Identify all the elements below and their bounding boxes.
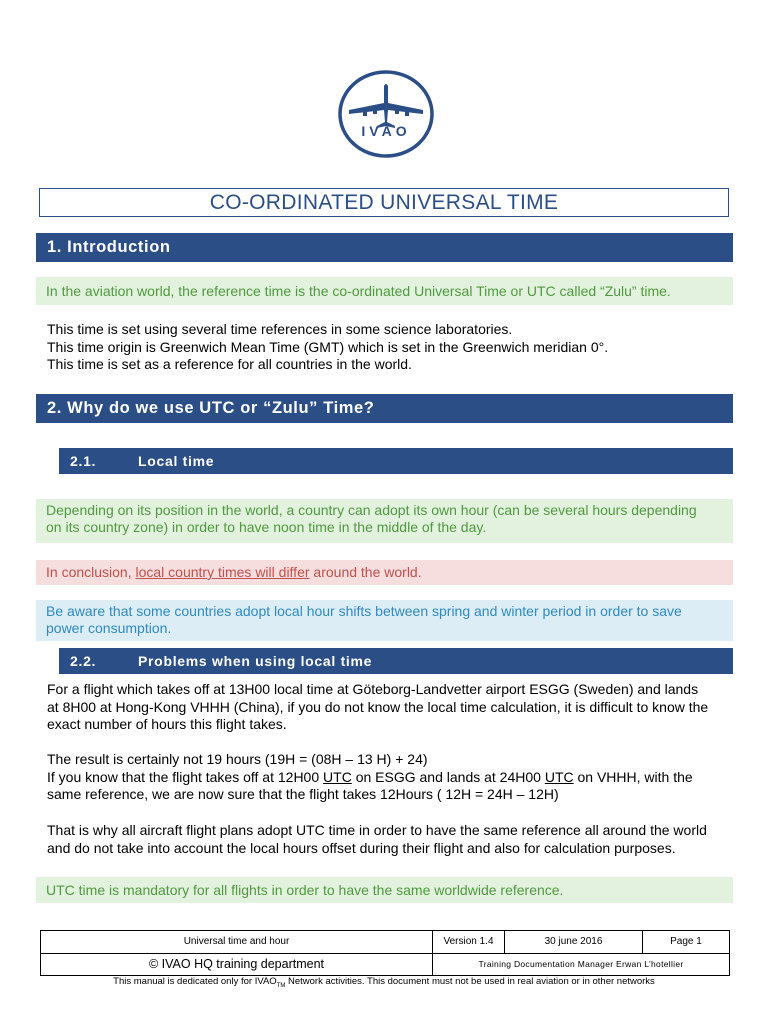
footer-manager: Training Documentation Manager Erwan L’hotellier	[433, 953, 730, 976]
subsection-2-2-number: 2.2.	[70, 653, 97, 669]
footer-date: 30 june 2016	[505, 931, 643, 954]
disclaimer-text-a: This manual is dedicated only for IVAO	[113, 976, 277, 987]
ivao-logo	[337, 70, 435, 158]
intro-paragraph	[47, 321, 737, 374]
logo-text: IVAO	[361, 123, 411, 139]
utc-underlined-2: UTC	[544, 768, 574, 785]
subsection-2-1-heading	[59, 448, 733, 474]
section-1-heading: 1. Introduction	[36, 233, 733, 262]
footer-doc-title: Universal time and hour	[41, 931, 433, 954]
footer-disclaimer	[0, 976, 768, 989]
intro-line-1: This time is set using several time references in some science laboratories.	[47, 321, 513, 337]
local-time-callout	[36, 499, 733, 543]
disclaimer-text-b: Network activities. This document must not be used in real aviation or in other networks	[285, 976, 655, 987]
subsection-2-2-title: Problems when using local time	[138, 653, 373, 669]
result-line-1: The result is certainly not 19 hours (19H = (08H – 13 H) + 24)	[47, 751, 428, 767]
intro-line-2: This time origin is Greenwich Mean Time (GMT) which is set in the Greenwich meridian 0°.	[47, 338, 609, 355]
local-time-line-2: on its country zone) in order to have noon time in the middle of the day.	[46, 519, 487, 535]
result-line-2	[47, 769, 737, 787]
intro-callout: In the aviation world, the reference time is the co-ordinated Universal Time or UTC called “Zulu” time.	[36, 277, 733, 305]
result-line-3: same reference, we are now sure that the flight takes 12Hours ( 12H = 24H – 12H)	[47, 786, 559, 802]
subsection-2-1-title: Local time	[138, 453, 215, 469]
result-line-2-c: on VHHH, with the	[573, 768, 693, 785]
local-time-line-1: Depending on its position in the world, a country can adopt its own hour (can be several hours depending	[46, 502, 697, 518]
footer-page: Page 1	[643, 931, 730, 954]
subsection-2-2-heading	[59, 648, 733, 674]
dst-line-1: Be aware that some countries adopt local hour shifts between spring and winter period in order to save	[46, 603, 682, 619]
section-2-heading: 2. Why do we use UTC or “Zulu” Time?	[36, 394, 733, 423]
intro-line-3: This time is set as a reference for all countries in the world.	[47, 356, 412, 372]
dst-line-2: power consumption.	[46, 620, 172, 636]
result-line-2-a: If you know that the flight takes off at 12H00	[47, 768, 324, 785]
conclusion-emphasis: local country times will differ	[135, 564, 310, 580]
flight-plan-line-2: and do not take into account the local hours offset during their flight and also for calculation purposes.	[47, 839, 676, 856]
page-title: CO-ORDINATED UNIVERSAL TIME	[39, 188, 729, 217]
flight-plan-paragraph	[47, 822, 737, 857]
footer-department: © IVAO HQ training department	[41, 953, 433, 976]
utc-underlined-1: UTC	[323, 768, 352, 785]
footer-version: Version 1.4	[433, 931, 505, 954]
conclusion-prefix: In conclusion,	[46, 564, 136, 580]
conclusion-suffix: around the world.	[309, 564, 422, 580]
flight-line-3: exact number of hours this flight takes.	[47, 716, 287, 732]
result-line-2-b: on ESGG and lands at 24H00	[351, 768, 545, 785]
utc-mandatory-callout: UTC time is mandatory for all flights in order to have the same worldwide reference.	[36, 877, 733, 903]
flight-example-paragraph	[47, 681, 737, 734]
flight-line-2: at 8H00 at Hong-Kong VHHH (China), if you do not know the local time calculation, it is difficult to know the	[47, 698, 709, 715]
conclusion-callout	[36, 560, 733, 585]
subsection-2-1-number: 2.1.	[70, 453, 97, 469]
footer-table	[40, 930, 730, 976]
disclaimer-tm: TM	[276, 982, 286, 989]
flight-plan-line-1: That is why all aircraft flight plans adopt UTC time in order to have the same reference all around the world	[47, 822, 707, 838]
flight-line-1: For a flight which takes off at 13H00 local time at Göteborg-Landvetter airport ESGG (Sweden) and lands	[47, 681, 699, 697]
result-paragraph	[47, 751, 737, 804]
dst-callout	[36, 600, 733, 641]
